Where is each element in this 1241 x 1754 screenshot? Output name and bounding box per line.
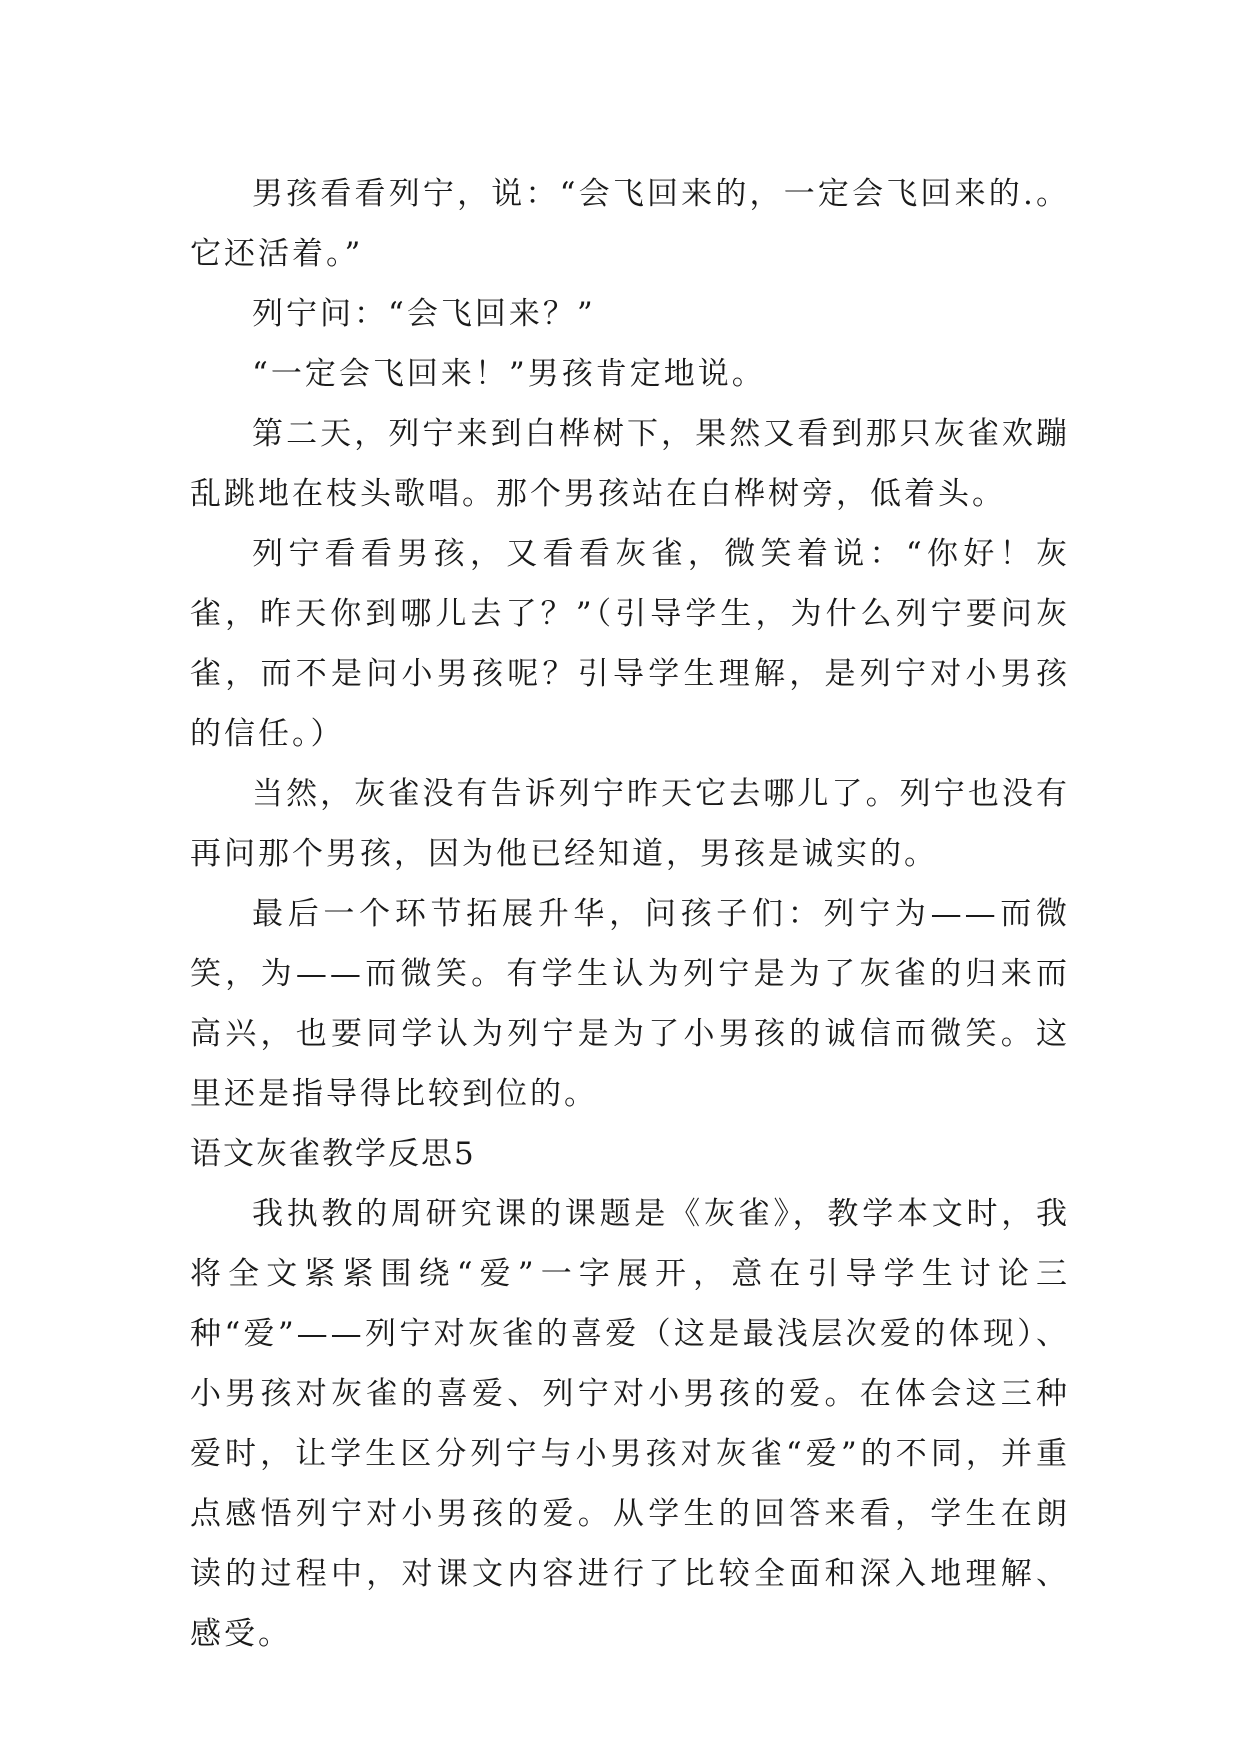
document-body bbox=[190, 164, 1070, 1664]
paragraph: 第二天，列宁来到白桦树下，果然又看到那只灰雀欢蹦乱跳地在枝头歌唱。那个男孩站在白桦树旁，低着头。 bbox=[190, 416, 1070, 512]
paragraph: 列宁看看男孩，又看看灰雀，微笑着说：“你好！灰雀，昨天你到哪儿去了？”（引导学生，为什么列宁要问灰雀，而不是问小男孩呢？引导学生理解，是列宁对小男孩的信任。） bbox=[190, 536, 1070, 752]
paragraph: 当然，灰雀没有告诉列宁昨天它去哪儿了。列宁也没有再问那个男孩，因为他已经知道，男孩是诚实的。 bbox=[190, 776, 1070, 872]
paragraph: 最后一个环节拓展升华，问孩子们：列宁为——而微笑，为——而微笑。有学生认为列宁是为了灰雀的归来而高兴，也要同学认为列宁是为了小男孩的诚信而微笑。这里还是指导得比较到位的。 bbox=[190, 896, 1070, 1112]
section-heading: 语文灰雀教学反思5 bbox=[190, 1136, 476, 1172]
paragraph: 列宁问：“会飞回来？” bbox=[252, 296, 596, 332]
paragraph: 我执教的周研究课的课题是《灰雀》，教学本文时，我将全文紧紧围绕“爱”一字展开，意在引导学生讨论三种“爱”——列宁对灰雀的喜爱（这是最浅层次爱的体现）、小男孩对灰雀的喜爱、列宁对小男孩的爱。在体会这三种爱时，让学生区分列宁与小男孩对灰雀“爱”的不同，并重点感悟列宁对小男孩的爱。从学生的回答来看，学生在朗读的过程中，对课文内容进行了比较全面和深入地理解、感受。 bbox=[190, 1196, 1070, 1652]
paragraph: “一定会飞回来！”男孩肯定地说。 bbox=[252, 356, 766, 392]
paragraph: 男孩看看列宁，说：“会飞回来的，一定会飞回来的.。它还活着。” bbox=[190, 176, 1070, 272]
